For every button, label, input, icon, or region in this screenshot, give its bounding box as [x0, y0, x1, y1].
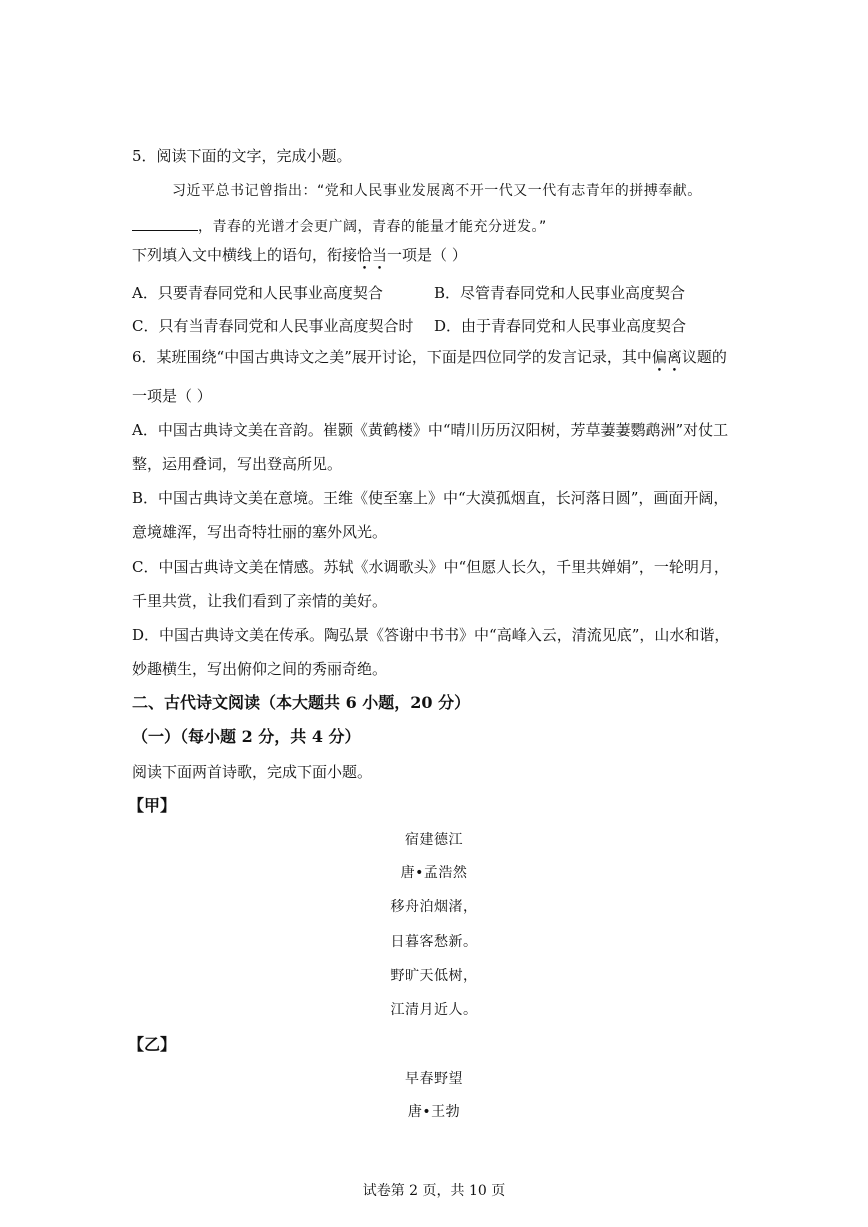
q6-option-b-cont: 意境雄浑，写出奇特壮丽的塞外风光。	[132, 523, 388, 541]
poem-yi-title: 早春野望	[405, 1071, 463, 1087]
q5-quote-line1: 习近平总书记曾指出：“党和人民事业发展离不开一代又一代有志青年的拼搏奉献。	[172, 183, 702, 199]
q5-option-d: D．由于青春同党和人民事业高度契合	[434, 317, 687, 335]
q5-prompt: 下列填入文中横线上的语句，衔接恰当一项是（ ）	[132, 246, 467, 264]
emphasis-dot-char: 恰	[357, 246, 373, 264]
q6-option-c-cont: 千里共赏，让我们看到了亲情的美好。	[132, 592, 388, 610]
poem-jia-author: 唐•孟浩然	[400, 865, 468, 881]
q5-quote-line2: ，青春的光谱才会更广阔，青春的能量才能充分迸发。”	[132, 216, 547, 237]
page-footer: 试卷第 2 页，共 10 页	[362, 1183, 506, 1199]
q5-option-c: C．只有当青春同党和人民事业高度契合时	[132, 317, 414, 335]
section-instruction: 阅读下面两首诗歌，完成下面小题。	[132, 763, 373, 781]
poem-jia-title: 宿建德江	[405, 832, 463, 848]
q6-stem: 6．某班围绕“中国古典诗文之美”展开讨论，下面是四位同学的发言记录，其中偏离议题的	[132, 348, 727, 366]
q5-option-a: A．只要青春同党和人民事业高度契合	[132, 284, 383, 302]
fill-blank	[132, 216, 198, 231]
section-title: 二、古代诗文阅读（本大题共 6 小题，20 分）	[132, 693, 471, 712]
q6-option-b: B．中国古典诗文美在意境。王维《使至塞上》中“大漠孤烟直，长河落日圆”，画面开阔，	[132, 489, 729, 507]
poem-jia-line: 日暮客愁新。	[390, 934, 478, 950]
q6-option-a-cont: 整，运用叠词，写出登高所见。	[132, 455, 343, 473]
emphasis-dot-char: 离	[666, 348, 682, 366]
q6-option-d: D．中国古典诗文美在传承。陶弘景《答谢中书书》中“高峰入云，清流见底”，山水和谐，	[132, 626, 730, 644]
section-subtitle: （一）（每小题 2 分，共 4 分）	[132, 727, 361, 746]
poem-yi-tag: 【乙】	[128, 1035, 177, 1054]
emphasis-dot-char: 偏	[651, 348, 667, 366]
poem-jia-line: 野旷天低树，	[390, 968, 478, 984]
q6-option-d-cont: 妙趣横生，写出俯仰之间的秀丽奇绝。	[132, 660, 388, 678]
emphasis-dot-char: 当	[372, 246, 388, 264]
q5-stem: 5．阅读下面的文字，完成小题。	[132, 147, 352, 165]
poem-yi-author: 唐•王勃	[407, 1104, 461, 1120]
q5-option-b: B．尽管青春同党和人民事业高度契合	[434, 284, 686, 302]
poem-jia-line: 江清月近人。	[390, 1002, 478, 1018]
poem-jia-line: 移舟泊烟渚，	[390, 899, 478, 915]
q6-option-c: C．中国古典诗文美在情感。苏轼《水调歌头》中“但愿人长久，千里共婵娟”，一轮明月，	[132, 558, 729, 576]
poem-jia-tag: 【甲】	[128, 796, 177, 815]
q6-stem-line2: 一项是（ ）	[132, 387, 212, 405]
q6-option-a: A．中国古典诗文美在音韵。崔颢《黄鹤楼》中“晴川历历汉阳树，芳草萋萋鹦鹉洲”对仗工	[132, 421, 729, 439]
